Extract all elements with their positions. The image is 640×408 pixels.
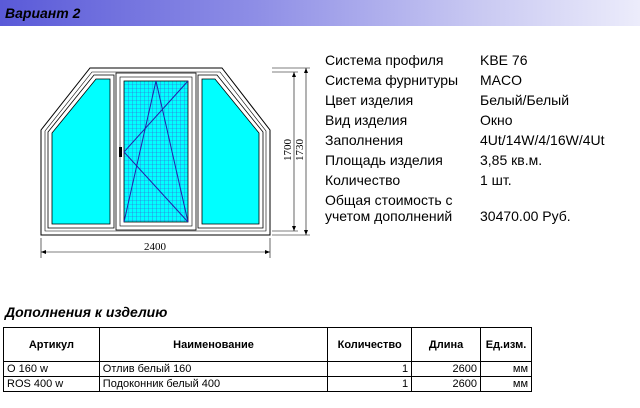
table-row [4,362,532,377]
height-inner-dimension: 1700 [282,139,294,161]
height-outer-dimension: 1730 [294,139,306,161]
column-header-quantity: Количество [328,328,412,362]
column-header-unit: Ед.изм. [481,328,532,362]
width-dimension: 2400 [144,241,166,253]
cell-quantity: 1 [328,362,412,377]
header-banner [0,0,640,26]
cell-name: Отлив белый 160 [99,362,327,377]
additions-table [3,327,532,392]
column-header-length: Длина [412,328,481,362]
column-header-name: Наименование [99,328,327,362]
page-title: Вариант 2 [5,5,81,21]
cell-unit: мм [481,377,532,392]
window-drawing [0,40,320,270]
cell-article: О 160 w [4,362,100,377]
cell-unit: мм [481,362,532,377]
cell-length: 2600 [412,362,481,377]
additions-title: Дополнения к изделию [5,304,168,320]
cell-name: Подоконник белый 400 [99,377,327,392]
table-header-row [4,328,532,362]
handle-icon [119,147,122,157]
left-pane-glass [52,79,110,224]
cell-length: 2600 [412,377,481,392]
mosquito-net [124,81,188,222]
cell-article: ROS 400 w [4,377,100,392]
table-row [4,377,532,392]
cell-quantity: 1 [328,377,412,392]
right-pane-glass [202,79,259,224]
column-header-article: Артикул [4,328,100,362]
